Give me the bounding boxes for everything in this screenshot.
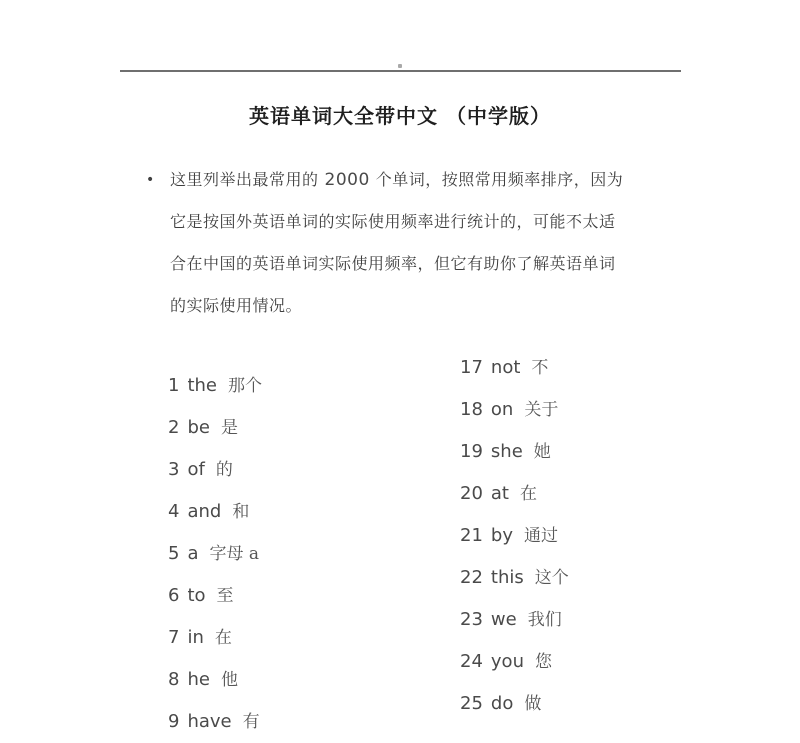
word-rank: 17 xyxy=(460,357,483,378)
word-rank: 6 xyxy=(168,585,180,606)
intro-text: 个单词，按照常用频率排序，因为 xyxy=(375,170,624,189)
word-rank: 4 xyxy=(168,501,180,522)
word-item xyxy=(460,473,569,515)
intro-line-2: 它是按国外英语单词的实际使用频率进行统计的，可能不太适 xyxy=(170,212,616,231)
word-item xyxy=(460,641,569,683)
word-rank: 18 xyxy=(460,399,483,420)
chinese-meaning: 不 xyxy=(531,358,549,378)
english-word: at xyxy=(490,483,509,504)
word-item xyxy=(168,701,262,743)
word-rank: 5 xyxy=(168,543,180,564)
intro-line-1 xyxy=(170,159,690,201)
english-word: we xyxy=(490,609,517,630)
word-item xyxy=(168,533,262,575)
chinese-meaning: 是 xyxy=(220,418,238,438)
english-word: by xyxy=(490,525,513,546)
word-item xyxy=(460,389,569,431)
word-list-left-column xyxy=(168,365,262,743)
word-rank: 8 xyxy=(168,669,180,690)
word-item xyxy=(460,557,569,599)
word-item xyxy=(460,431,569,473)
english-word: of xyxy=(187,459,205,480)
word-item xyxy=(460,347,569,389)
english-word: be xyxy=(187,417,210,438)
bullet-marker: • xyxy=(146,172,155,188)
word-rank: 19 xyxy=(460,441,483,462)
english-word: do xyxy=(490,693,514,714)
word-item xyxy=(460,683,569,725)
word-rank: 9 xyxy=(168,711,180,732)
word-count-value: 2000 xyxy=(324,170,370,190)
word-rank: 1 xyxy=(168,375,180,396)
word-rank: 2 xyxy=(168,417,180,438)
chinese-meaning: 的 xyxy=(215,460,233,480)
chinese-meaning: 我们 xyxy=(527,610,562,630)
chinese-meaning: 和 xyxy=(232,502,250,522)
intro-line-3: 合在中国的英语单词实际使用频率，但它有助你了解英语单词 xyxy=(170,254,616,273)
word-rank: 23 xyxy=(460,609,483,630)
chinese-meaning: 您 xyxy=(534,652,552,672)
chinese-meaning: 在 xyxy=(214,628,232,648)
english-word: not xyxy=(490,357,521,378)
word-rank: 25 xyxy=(460,693,483,714)
word-item xyxy=(168,659,262,701)
word-item xyxy=(168,365,262,407)
chinese-meaning: 至 xyxy=(216,586,234,606)
intro-paragraph xyxy=(170,159,690,327)
intro-text: 这里列举出最常用的 xyxy=(170,170,319,189)
word-item xyxy=(168,575,262,617)
english-word: the xyxy=(187,375,217,396)
english-word: a xyxy=(187,543,199,564)
word-item xyxy=(168,617,262,659)
word-item xyxy=(460,599,569,641)
english-word: and xyxy=(187,501,222,522)
chinese-meaning: 在 xyxy=(520,484,537,504)
chinese-meaning: 做 xyxy=(524,694,542,714)
word-rank: 20 xyxy=(460,483,483,504)
chinese-meaning: 这个 xyxy=(534,568,569,588)
page-title: 英语单词大全带中文 （中学版） xyxy=(249,104,551,128)
chinese-meaning: 那个 xyxy=(228,376,262,396)
word-rank: 22 xyxy=(460,567,483,588)
word-rank: 21 xyxy=(460,525,483,546)
word-item xyxy=(168,449,262,491)
chinese-meaning: 关于 xyxy=(524,400,559,420)
chinese-meaning: 她 xyxy=(533,442,551,462)
chinese-meaning: 他 xyxy=(220,670,238,690)
word-rank: 7 xyxy=(168,627,180,648)
english-word: in xyxy=(187,627,204,648)
english-word: to xyxy=(187,585,206,606)
english-word: you xyxy=(490,651,524,672)
header-divider-line xyxy=(120,70,681,72)
stray-period-mark xyxy=(398,64,402,68)
english-word: have xyxy=(187,711,232,732)
english-word: he xyxy=(187,669,210,690)
word-item xyxy=(168,407,262,449)
word-rank: 24 xyxy=(460,651,483,672)
chinese-meaning: 有 xyxy=(242,712,260,732)
english-word: on xyxy=(490,399,514,420)
chinese-meaning: 通过 xyxy=(523,526,558,546)
word-list-right-column xyxy=(460,347,569,725)
word-rank: 3 xyxy=(168,459,180,480)
english-word: she xyxy=(490,441,523,462)
intro-line-4: 的实际使用情况。 xyxy=(170,296,303,315)
word-item xyxy=(168,491,262,533)
word-item xyxy=(460,515,569,557)
english-word: this xyxy=(490,567,524,588)
chinese-meaning: 字母 a xyxy=(209,544,260,564)
